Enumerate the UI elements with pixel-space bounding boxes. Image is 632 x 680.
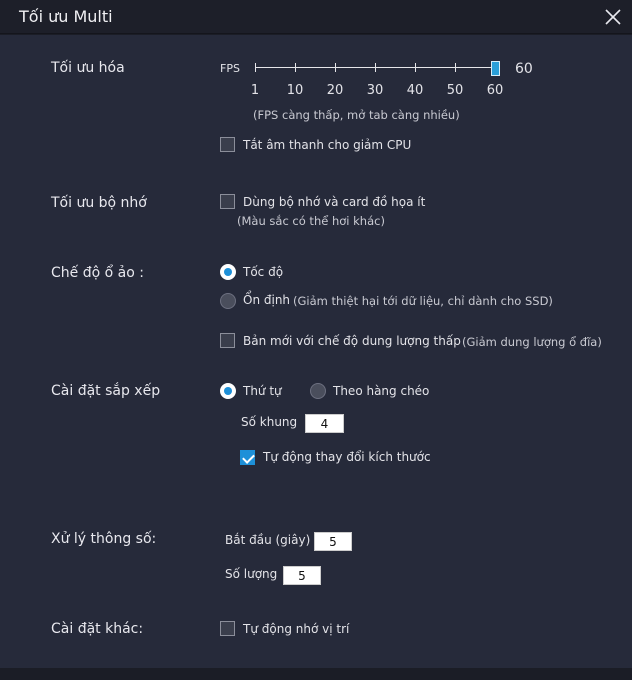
batch-start-input[interactable]: 5	[314, 532, 352, 551]
fps-tick	[295, 63, 296, 72]
frames-label: Số khung	[241, 415, 298, 429]
batch-start-label: Bắt đầu (giây)	[225, 533, 311, 547]
fps-tick-label: 50	[446, 83, 464, 98]
fps-tick-label: 1	[250, 83, 260, 98]
remember-label: Tự động nhớ vị trí	[243, 622, 350, 636]
window-title: Tối ưu Multi	[19, 7, 113, 26]
fps-tick	[255, 63, 256, 72]
lowcap-hint: (Giảm dung lượng ổ đĩa)	[462, 335, 602, 349]
arrange-diagonal-radio[interactable]	[310, 383, 326, 399]
fps-tick	[375, 63, 376, 72]
mute-label: Tắt âm thanh cho giảm CPU	[243, 138, 412, 152]
disk-stable-radio[interactable]	[220, 293, 236, 309]
batch-count-label: Số lượng	[225, 567, 278, 581]
fps-tick-label: 60	[486, 83, 504, 98]
disk-speed-radio[interactable]	[220, 264, 236, 280]
fps-slider-thumb[interactable]	[491, 61, 500, 76]
fps-tick	[455, 63, 456, 72]
title-bar	[0, 0, 632, 34]
fps-slider-track[interactable]	[256, 67, 496, 68]
arrange-diagonal-label: Theo hàng chéo	[333, 384, 430, 398]
disk-speed-label: Tốc độ	[243, 265, 284, 279]
disk-stable-hint: (Giảm thiệt hại tới dữ liệu, chỉ dành cho SSD)	[293, 294, 553, 308]
fps-tick-label: 10	[286, 83, 304, 98]
lowcap-label: Bản mới với chế độ dung lượng thấp	[243, 334, 461, 348]
batch-label: Xử lý thông số:	[51, 531, 157, 547]
fps-tick-label: 40	[406, 83, 424, 98]
frames-input[interactable]: 4	[305, 414, 344, 433]
fps-label: FPS	[220, 62, 240, 75]
close-icon	[602, 6, 624, 28]
memory-label: Tối ưu bộ nhớ	[51, 195, 147, 211]
mute-checkbox[interactable]	[220, 137, 235, 152]
fps-tick	[335, 63, 336, 72]
optimize-label: Tối ưu hóa	[51, 60, 125, 76]
fps-tick-label: 30	[366, 83, 384, 98]
disk-label: Chế độ ổ ảo :	[51, 265, 144, 281]
disk-stable-label: Ổn định	[243, 293, 291, 307]
memory-checkbox[interactable]	[220, 194, 235, 209]
memory-hint: (Màu sắc có thể hơi khác)	[237, 214, 385, 228]
fps-hint: (FPS càng thấp, mở tab càng nhiều)	[253, 108, 460, 122]
lowcap-checkbox[interactable]	[220, 333, 235, 348]
close-button[interactable]	[602, 6, 624, 28]
fps-value: 60	[515, 61, 533, 77]
arrange-order-label: Thứ tự	[243, 384, 282, 398]
autosize-label: Tự động thay đổi kích thước	[263, 450, 431, 464]
memory-option-label: Dùng bộ nhớ và card đồ họa ít	[243, 195, 426, 209]
fps-tick	[415, 63, 416, 72]
batch-count-input[interactable]: 5	[283, 566, 321, 585]
arrange-order-radio[interactable]	[220, 383, 236, 399]
fps-tick-label: 20	[326, 83, 344, 98]
autosize-checkbox[interactable]	[240, 450, 255, 465]
other-label: Cài đặt khác:	[51, 621, 144, 637]
arrange-label: Cài đặt sắp xếp	[51, 383, 161, 399]
bottom-strip	[0, 668, 632, 680]
remember-checkbox[interactable]	[220, 621, 235, 636]
